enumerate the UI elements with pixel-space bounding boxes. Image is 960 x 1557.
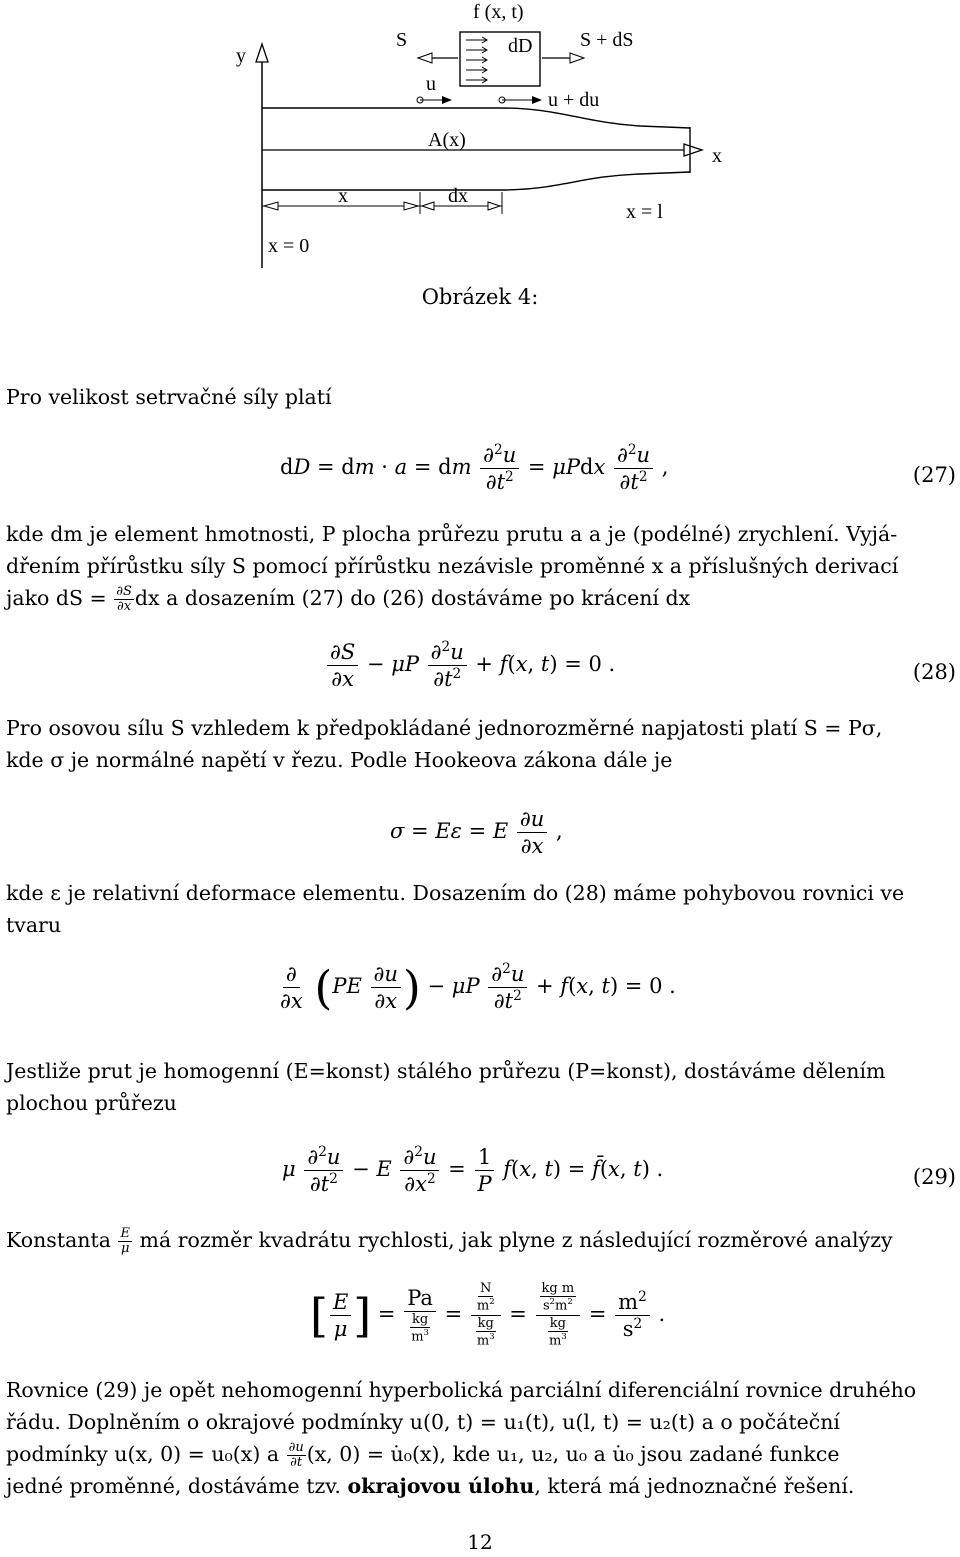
dim-x-label: x	[338, 185, 348, 207]
equation-27-number: (27)	[912, 463, 956, 487]
force-S-arrowhead	[418, 53, 432, 63]
displacement-du-label: u + du	[548, 89, 600, 111]
paragraph-motion-eq: kde ε je relativní deformace elementu. Dosazením do (28) máme pohybovou rovnici ve tvaru	[6, 881, 905, 937]
beam-start-label: x = 0	[268, 235, 310, 257]
force-S-label: S	[396, 29, 408, 51]
paragraph-axial-force: Pro osovou sílu S vzhledem k předpokládané jednorozměrné napjatosti platí S = Pσ, kde σ je normálné napětí v řezu. Podle Hookeova zákona dále je	[6, 716, 883, 772]
inertia-force-label: dD	[508, 35, 533, 57]
y-axis-label: y	[236, 45, 246, 67]
cross-section-label: A(x)	[428, 129, 466, 151]
figure-caption: Obrázek 4:	[421, 285, 539, 309]
equation-28-number: (28)	[912, 660, 956, 684]
force-S-plus-arrowhead	[570, 53, 584, 63]
beam-lower-edge	[262, 172, 690, 190]
paragraph-inertia: Pro velikost setrvačné síly platí	[6, 385, 332, 409]
paragraph-conclusion: Rovnice (29) je opět nehomogenní hyperbolická parciální diferenciální rovnice druhého řádu. Doplněním o okrajové podmínky u(0, t) = u₁(t), u(l, t) = u₂(t) a o počáteční podmínky u(x, 0) = u₀(x) a $\frac{\partial u}{\partial t}$ (x, 0) = u̇₀(x), kde u₁, u₂, u₀ a u̇₀ jsou zadané funkce jedné proměnné, dostáváme tzv. okrajovou úlohu, která má jednoznačné řešení.	[6, 1378, 917, 1499]
paragraph-homogeneous: Jestliže prut je homogenní (E=konst) stálého průřezu (P=konst), dostáváme dělením plochou průřezu	[6, 1059, 886, 1115]
load-label: f (x, t)	[473, 1, 524, 23]
beam-end-label: x = l	[626, 201, 663, 223]
paragraph-constant: Konstanta $\frac{E}{\mu}$ má rozměr kvadrátu rychlosti, jak plyne z následující rozměrové analýzy	[6, 1225, 893, 1256]
beam-upper-edge	[262, 108, 690, 128]
x-axis-label: x	[712, 145, 722, 167]
y-axis-arrowhead	[256, 44, 268, 62]
page-number: 12	[467, 1530, 493, 1554]
beam-element-figure	[0, 0, 960, 270]
boundary-value-problem-term: okrajovou úlohu	[347, 1474, 535, 1499]
paragraph-derivation: kde dm je element hmotnosti, P plocha průřezu prutu a a je (podélné) zrychlení. Vyjá- dřením přírůstku síly S pomocí přírůstku nezávisle proměnné x a příslušných derivací jako dS = $\frac{\partial S}{\partial x}$ dx a dosazením (27) do (26) dostáváme po krácení dx	[6, 522, 899, 614]
displacement-u-label: u	[426, 73, 436, 95]
equation-29-number: (29)	[912, 1165, 956, 1189]
dim-dx-label: dx	[448, 185, 468, 207]
x-axis-arrowhead	[684, 144, 702, 156]
force-S-plus-label: S + dS	[580, 29, 634, 51]
